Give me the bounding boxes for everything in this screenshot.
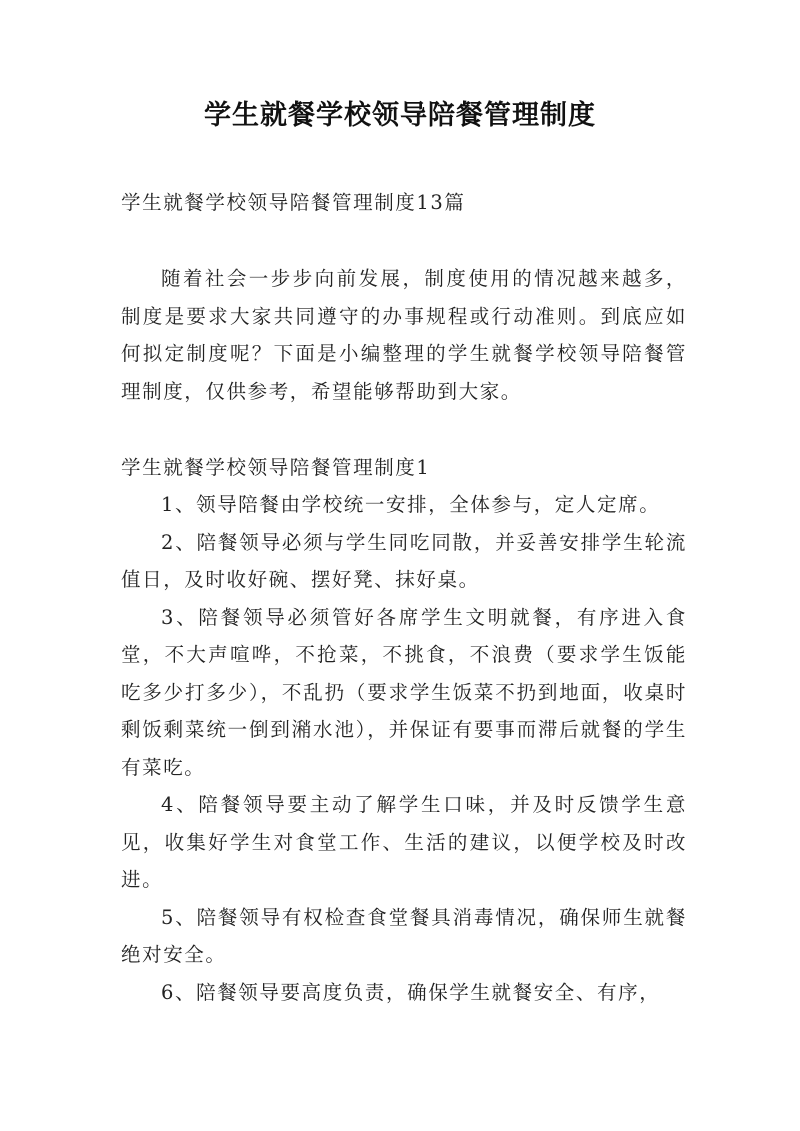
rule-item-4: 4、陪餐领导要主动了解学生口味，并及时反馈学生意见，收集好学生对食堂工作、生活的建议，以便学校及时改进。	[121, 793, 687, 891]
rule-item-5: 5、陪餐领导有权检查食堂餐具消毒情况，确保师生就餐绝对安全。	[121, 905, 687, 966]
document-subtitle: 学生就餐学校领导陪餐管理制度13篇	[121, 191, 466, 214]
rule-item-2: 2、陪餐领导必须与学生同吃同散，并妥善安排学生轮流值日，及时收好碗、摆好凳、抹好桌。	[121, 530, 687, 591]
rule-item-3: 3、陪餐领导必须管好各席学生文明就餐，有序进入食堂，不大声喧哗，不抢菜，不挑食，不浪费（要求学生饭能吃多少打多少），不乱扔（要求学生饭菜不扔到地面，收桌时剩饭剩菜统一倒到潲水池），并保证有要事而滞后就餐的学生有菜吃。	[121, 605, 687, 779]
document-title: 学生就餐学校领导陪餐管理制度	[204, 100, 596, 131]
intro-paragraph: 随着社会一步步向前发展，制度使用的情况越来越多，制度是要求大家共同遵守的办事规程或行动准则。到底应如何拟定制度呢？下面是小编整理的学生就餐学校领导陪餐管理制度，仅供参考，希望能够帮助到大家。	[121, 267, 687, 403]
section-heading: 学生就餐学校领导陪餐管理制度1	[121, 456, 431, 479]
rule-item-6: 6、陪餐领导要高度负责，确保学生就餐安全、有序，	[161, 980, 661, 1004]
rules-list	[121, 486, 687, 1011]
rule-item-1: 1、领导陪餐由学校统一安排，全体参与，定人定席。	[161, 493, 661, 516]
